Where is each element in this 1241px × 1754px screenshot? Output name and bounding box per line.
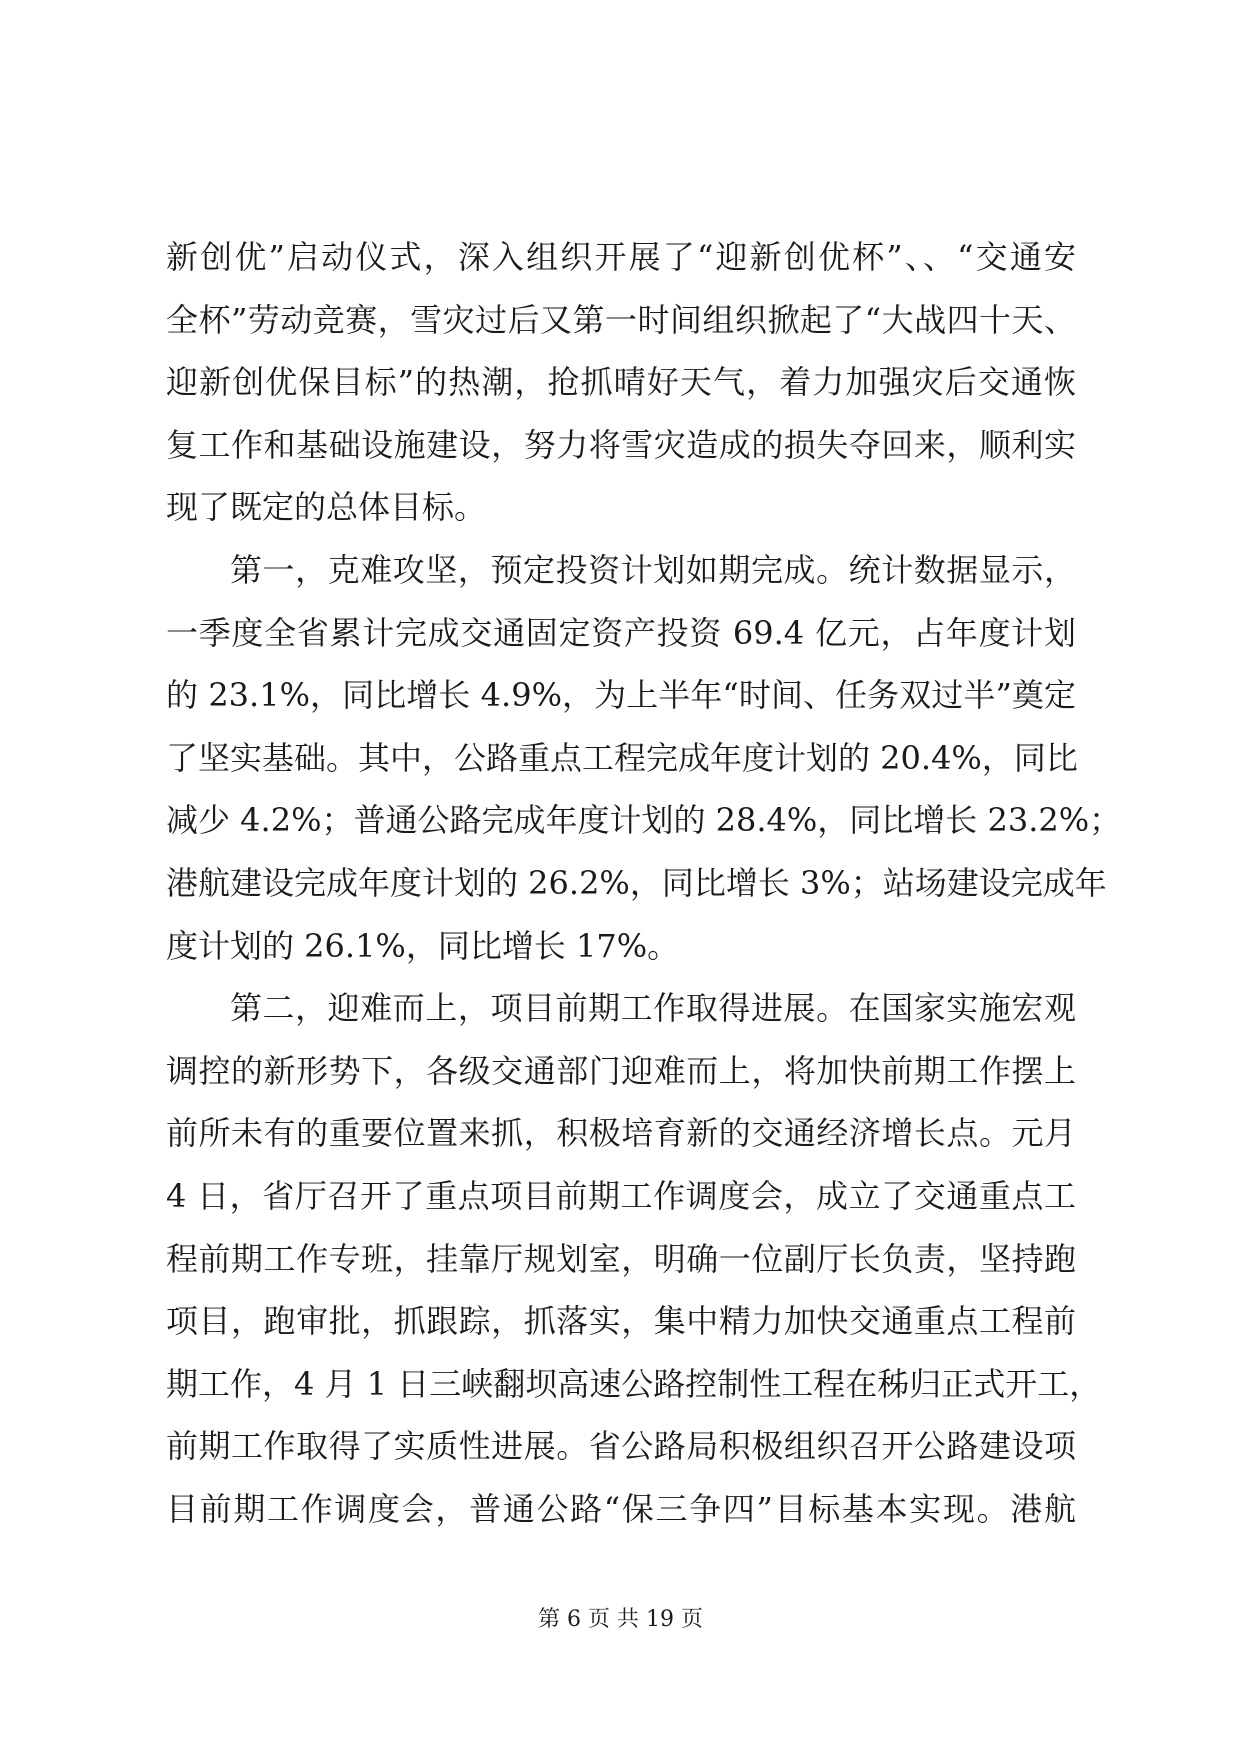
text-line: 新创优”启动仪式，深入组织开展了“迎新创优杯”、、“交通安 xyxy=(166,238,1076,276)
text-line: 的 23.1%，同比增长 4.9%，为上半年“时间、任务双过半”奠定 xyxy=(166,676,1076,715)
text-line: 项目，跑审批，抓跟踪，抓落实，集中精力加快交通重点工程前 xyxy=(166,1302,1076,1341)
text-line: 减少 4.2%；普通公路完成年度计划的 28.4%，同比增长 23.2%； xyxy=(166,801,1122,840)
document-body xyxy=(166,226,1122,1540)
page-footer: 第 6 页 共 19 页 xyxy=(538,1607,703,1632)
text-line: 复工作和基础设施建设，努力将雪灾造成的损失夺回来，顺利实 xyxy=(166,425,1076,464)
text-line: 第一，克难攻坚，预定投资计划如期完成。统计数据显示， xyxy=(230,550,1076,589)
text-line: 度计划的 26.1%，同比增长 17%。 xyxy=(166,926,680,965)
text-line: 迎新创优保目标”的热潮，抢抓晴好天气，着力加强灾后交通恢 xyxy=(166,363,1076,402)
text-line: 全杯”劳动竞赛，雪灾过后又第一时间组织掀起了“大战四十天、 xyxy=(166,300,1076,339)
text-line: 目前期工作调度会，普通公路“保三争四”目标基本实现。港航 xyxy=(166,1489,1076,1528)
text-line: 前所未有的重要位置来抓，积极培育新的交通经济增长点。元月 xyxy=(166,1114,1076,1153)
text-line: 4 日，省厅召开了重点项目前期工作调度会，成立了交通重点工 xyxy=(166,1176,1076,1215)
text-line: 现了既定的总体目标。 xyxy=(166,488,487,527)
text-line: 程前期工作专班，挂靠厅规划室，明确一位副厅长负责，坚持跑 xyxy=(166,1239,1076,1278)
text-line: 了坚实基础。其中，公路重点工程完成年度计划的 20.4%，同比 xyxy=(166,738,1078,777)
text-line: 前期工作取得了实质性进展。省公路局积极组织召开公路建设项 xyxy=(166,1427,1076,1466)
text-line: 一季度全省累计完成交通固定资产投资 69.4 亿元，占年度计划 xyxy=(166,613,1076,652)
text-line: 港航建设完成年度计划的 26.2%，同比增长 3%；站场建设完成年 xyxy=(166,863,1107,902)
text-line: 调控的新形势下，各级交通部门迎难而上，将加快前期工作摆上 xyxy=(166,1051,1076,1090)
text-line: 第二，迎难而上，项目前期工作取得进展。在国家实施宏观 xyxy=(230,989,1076,1028)
text-line: 期工作，4 月 1 日三峡翻坝高速公路控制性工程在秭归正式开工， xyxy=(166,1364,1102,1403)
